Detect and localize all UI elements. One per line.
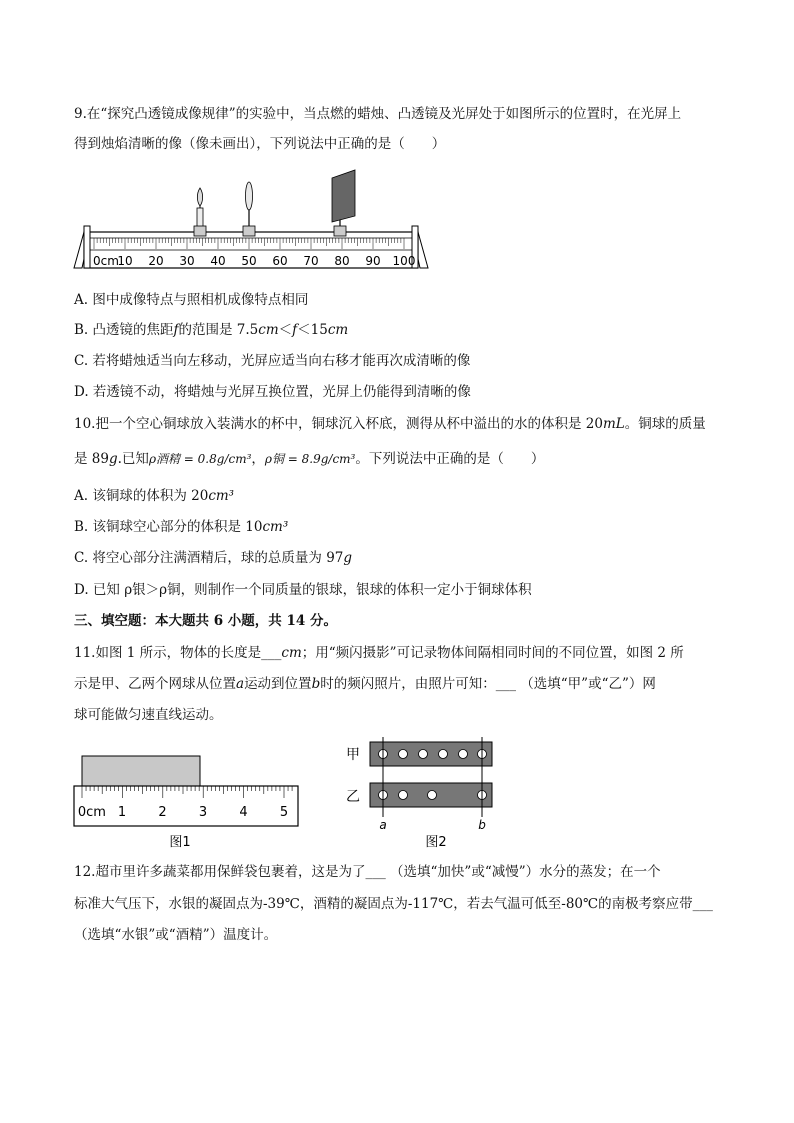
q10-option-a: A. 该铜球的体积为 20cm³ [74, 488, 235, 504]
bench-label: 40 [210, 254, 226, 268]
q10-option-b: B. 该铜球空心部分的体积是 10cm³ [74, 519, 289, 535]
bench-label: 70 [303, 254, 319, 268]
ruler-label-3: 3 [198, 805, 208, 820]
ball [419, 750, 428, 759]
ruler-label-2: 2 [158, 805, 167, 820]
bench-label: 20 [148, 254, 164, 268]
ball [459, 750, 468, 759]
q12-line2: 标准大气压下，水银的凝固点为-39℃，酒精的凝固点为-117℃，若去气温可低至-80℃的南极考察应带___ [74, 896, 713, 912]
ruler-label-5: 5 [279, 805, 289, 820]
ruler-unit: cm [86, 805, 106, 820]
optical-bench-figure [70, 166, 432, 278]
measured-block [82, 756, 200, 786]
section-3-title: 三、填空题：本大题共 6 小题，共 14 分。 [74, 613, 337, 629]
q9-option-c: C. 若将蜡烛适当向左移动，光屏应适当向右移才能再次成清晰的像 [74, 353, 471, 369]
q11-line3: 球可能做匀速直线运动。 [74, 707, 223, 723]
ball [428, 791, 437, 800]
bench-label: 50 [241, 254, 257, 268]
strip-jia [370, 742, 492, 766]
bench-label: 90 [365, 254, 381, 268]
q10-option-d: D. 已知 ρ银＞ρ铜，则制作一个同质量的银球，银球的体积一定小于铜球体积 [74, 582, 532, 598]
row-label-yi: 乙 [346, 789, 360, 805]
q9-option-d: D. 若透镜不动，将蜡烛与光屏互换位置，光屏上仍能得到清晰的像 [74, 384, 471, 400]
q9-option-b: B. 凸透镜的焦距f的范围是 7.5cm＜f＜15cm [74, 322, 349, 338]
q11-line2: 示是甲、乙两个网球从位置a运动到位置b时的频闪照片，由照片可知：___ （选填“甲”或“乙”）网 [74, 676, 656, 692]
candle-icon [194, 188, 206, 236]
ball [399, 750, 408, 759]
lens-icon [243, 182, 255, 236]
ruler-body [74, 786, 298, 826]
position-a-label: a [379, 818, 387, 832]
q12-line3: （选填“水银”或“酒精”）温度计。 [74, 927, 278, 943]
q11-line1: 11.如图 1 所示，物体的长度是___cm；用“频闪摄影”可记录物体间隔相同时间的不同位置，如图 2 所 [74, 645, 684, 661]
fig2-caption: 图2 [425, 835, 447, 850]
ruler-label-4: 4 [239, 805, 248, 820]
ruler-figure [70, 750, 302, 850]
bench-label: 80 [334, 254, 350, 268]
q9-stem-line2: 得到烛焰清晰的像（像未画出），下列说法中正确的是（ ） [74, 136, 446, 152]
ruler-label-1: 1 [117, 805, 127, 820]
q9-option-a: A. 图中成像特点与照相机成像特点相同 [74, 292, 309, 308]
q10-stem-line2: 是 89g.已知ρ酒精 = 0.8g/cm³，ρ铜 = 8.9g/cm³。下列说法中正确的是（ ） [74, 451, 545, 467]
bench-label: 60 [272, 254, 288, 268]
q12-line1: 12.超市里许多蔬菜都用保鲜袋包裹着，这是为了___ （选填“加快”或“减慢”）水分的蒸发；在一个 [74, 864, 661, 880]
bench-label: 100 [392, 254, 416, 268]
ball [399, 791, 408, 800]
fig1-caption: 图1 [169, 835, 191, 850]
row-label-jia: 甲 [346, 747, 360, 763]
ruler-zero: 0 [77, 805, 87, 820]
ball [439, 750, 448, 759]
bench-label: 30 [179, 254, 195, 268]
q10-stem-line1: 10.把一个空心铜球放入装满水的杯中，铜球沉入杯底，测得从杯中溢出的水的体积是 20mL。铜球的质量 [74, 416, 706, 432]
bench-label: 0cm [93, 254, 119, 268]
q10-option-c: C. 将空心部分注满酒精后，球的总质量为 97g [74, 550, 353, 566]
strobe-figure [344, 735, 504, 850]
bench-label: 10 [117, 254, 133, 268]
screen-icon [332, 170, 355, 236]
position-b-label: b [478, 818, 486, 832]
q9-stem-line1: 9.在“探究凸透镜成像规律”的实验中，当点燃的蜡烛、凸透镜及光屏处于如图所示的位置时，在光屏上 [74, 106, 682, 122]
